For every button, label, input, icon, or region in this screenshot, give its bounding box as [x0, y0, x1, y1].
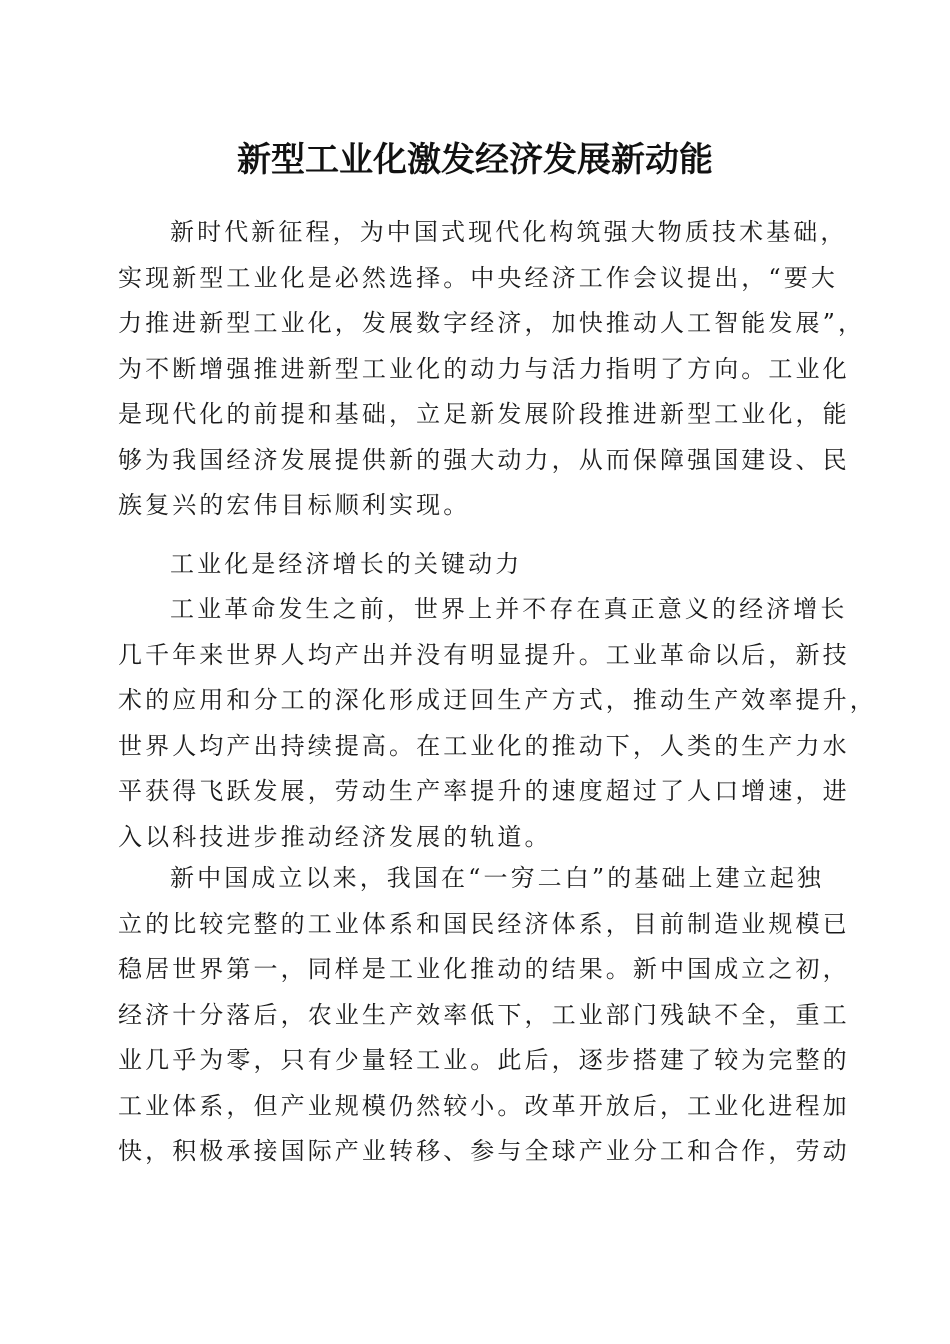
text-line: 入以科技进步推动经济发展的轨道。	[118, 822, 552, 851]
text-line: 经济十分落后，农业生产效率低下，工业部门残缺不全，重工	[118, 1000, 850, 1029]
text-line: 族复兴的宏伟目标顺利实现。	[118, 491, 471, 519]
text-line: 是现代化的前提和基础，立足新发展阶段推进新型工业化，能	[118, 400, 850, 428]
paragraph-intro	[118, 210, 866, 529]
text-line: 为不断增强推进新型工业化的动力与活力指明了方向。工业化	[118, 354, 850, 383]
text-line: 立的比较完整的工业体系和国民经济体系，目前制造业规模已	[118, 909, 850, 938]
text-line: 够为我国经济发展提供新的强大动力，从而保障强国建设、民	[118, 445, 850, 474]
text-line: 工业体系，但产业规模仍然较小。改革开放后，工业化进程加	[118, 1091, 850, 1120]
text-line: 几千年来世界人均产出并没有明显提升。工业革命以后，新技	[118, 640, 850, 669]
text-line: 快，积极承接国际产业转移、参与全球产业分工和合作，劳动	[118, 1137, 850, 1165]
text-line: 平获得飞跃发展，劳动生产率提升的速度超过了人口增速，进	[118, 777, 850, 805]
text-line: 新时代新征程，为中国式现代化构筑强大物质技术基础，	[170, 218, 848, 246]
text-line: 术的应用和分工的深化形成迂回生产方式，推动生产效率提升，	[118, 686, 877, 714]
document-title: 新型工业化激发经济发展新动能	[237, 140, 713, 180]
text-line: 力推进新型工业化，发展数字经济，加快推动人工智能发展”，	[118, 309, 866, 337]
text-line: 业几乎为零，只有少量轻工业。此后，逐步搭建了较为完整的	[118, 1046, 850, 1074]
text-line: 工业化是经济增长的关键动力	[170, 550, 523, 578]
text-line: 稳居世界第一，同样是工业化推动的结果。新中国成立之初，	[118, 955, 850, 983]
text-line: 工业革命发生之前，世界上并不存在真正意义的经济增长	[170, 595, 848, 623]
paragraph-industrial-revolution	[118, 587, 877, 860]
paragraph-new-china	[118, 856, 850, 1175]
section-heading	[118, 542, 838, 588]
text-line: 世界人均产出持续提高。在工业化的推动下，人类的生产力水	[118, 731, 850, 760]
text-line: 实现新型工业化是必然选择。中央经济工作会议提出，“要大	[118, 263, 838, 292]
text-line: 新中国成立以来，我国在“一穷二白”的基础上建立起独	[170, 864, 825, 892]
